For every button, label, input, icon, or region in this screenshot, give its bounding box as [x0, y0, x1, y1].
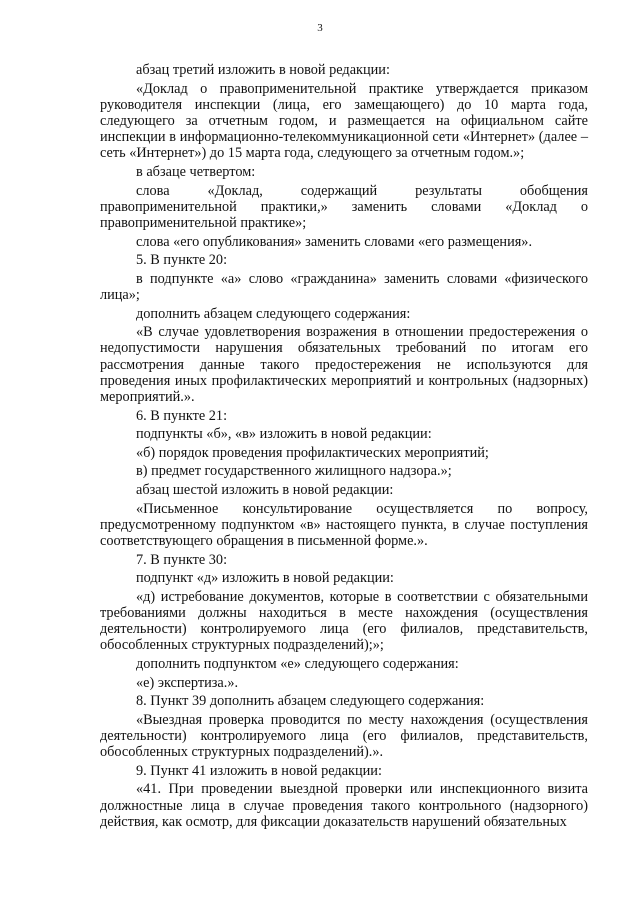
page-number: 3	[317, 22, 323, 34]
section-heading: 7. В пункте 30:	[136, 551, 228, 568]
paragraph: в) предмет государственного жилищного надзора.»;	[136, 463, 452, 480]
paragraph: «е) экспертиза.».	[136, 674, 239, 691]
paragraph: «Письменное консультирование осуществляется по вопросу, предусмотренному подпунктом «в» настоящего пункта, в случае поступления соответствующего обращения в письменной форме.».	[100, 500, 588, 549]
paragraph: абзац шестой изложить в новой редакции:	[136, 481, 394, 498]
section-heading: 5. В пункте 20:	[136, 252, 228, 269]
paragraph: «41. При проведении выездной проверки или инспекционного визита должностные лица в случае проведения такого контрольного (надзорного) действия, как осмотр, для фиксации доказательств нарушений обязательных	[100, 781, 588, 830]
paragraph: «д) истребование документов, которые в соответствии с обязательными требованиями должны находиться в месте нахождения (осуществления деятельности) контролируемого лица (его филиалов, представительств, обособленных структурных подразделений);»;	[100, 588, 588, 654]
paragraph: «Выездная проверка проводится по месту нахождения (осуществления деятельности) контролируемого лица (его филиалов, представительств, обособленных структурных подразделений).».	[100, 711, 588, 761]
section-heading: 6. В пункте 21:	[136, 407, 228, 424]
paragraph: «В случае удовлетворения возражения в отношении предостережения о недопустимости нарушения обязательных требований по итогам его рассмотрения данные такого предостережения не используются для проведения иных профилактических мероприятий и контрольных (надзорных) мероприятий.».	[100, 324, 588, 405]
paragraph: в абзаце четвертом:	[136, 164, 256, 180]
paragraph: абзац третий изложить в новой редакции:	[136, 62, 390, 78]
document-body	[100, 62, 588, 832]
section-heading: 9. Пункт 41 изложить в новой редакции:	[136, 762, 382, 779]
paragraph: дополнить подпунктом «е» следующего содержания:	[136, 655, 459, 672]
paragraph: «б) порядок проведения профилактических мероприятий;	[136, 444, 489, 461]
paragraph: дополнить абзацем следующего содержания:	[136, 305, 411, 322]
paragraph: «Доклад о правоприменительной практике утверждается приказом руководителя инспекции (лица, его замещающего) до 10 марта года, следующего за отчетным годом, и размещается на официальном сайте инспекции в информационно-телекоммуникационной сети «Интернет» (далее – сеть «Интернет») до 15 марта года, следующего за отчетным годом.»;	[100, 80, 588, 162]
paragraph: подпункты «б», «в» изложить в новой редакции:	[136, 426, 432, 443]
paragraph: слова «его опубликования» заменить словами «его размещения».	[136, 233, 533, 250]
paragraph: слова «Доклад, содержащий результаты обобщения правоприменительной практики,» заменить словами «Доклад о правоприменительной практике»;	[100, 182, 588, 231]
paragraph: в подпункте «а» слово «гражданина» заменить словами «физического лица»;	[100, 270, 588, 303]
paragraph: подпункт «д» изложить в новой редакции:	[136, 570, 394, 587]
section-heading: 8. Пункт 39 дополнить абзацем следующего содержания:	[136, 693, 485, 710]
